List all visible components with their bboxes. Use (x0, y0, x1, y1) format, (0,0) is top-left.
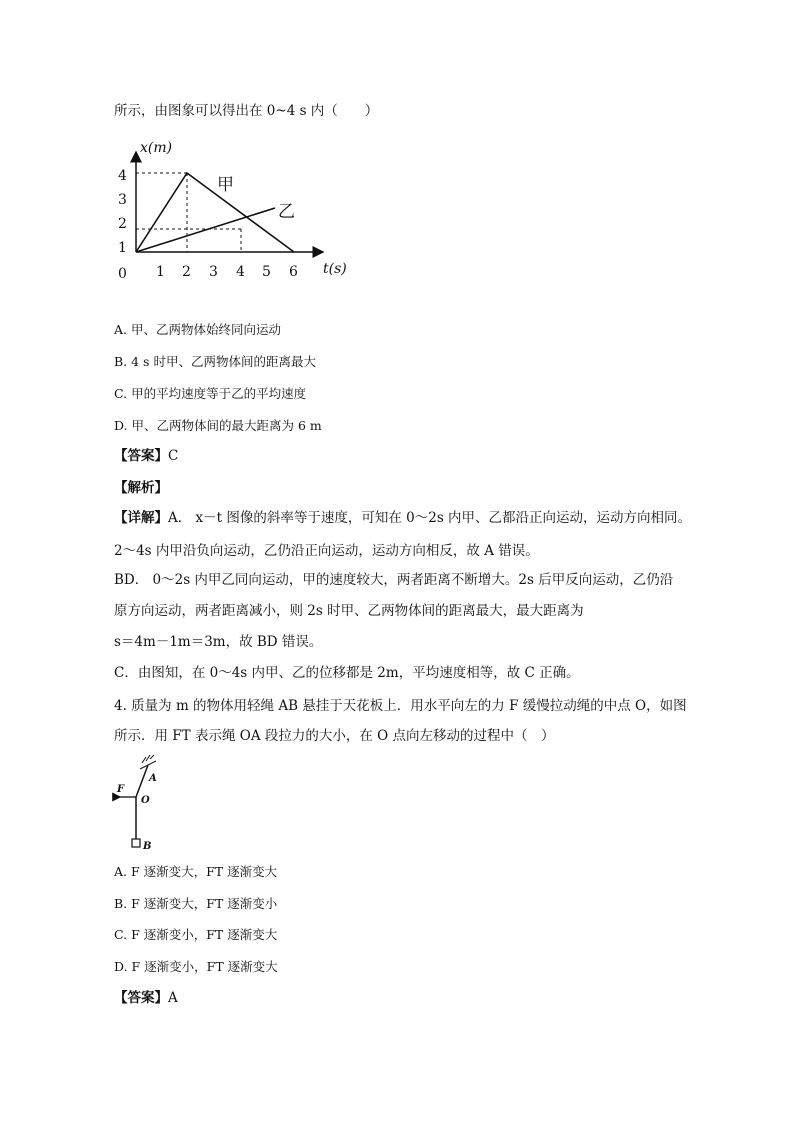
rope-oa (136, 765, 148, 797)
q4-option-c: C. F 逐渐变小，FT 逐渐变大 (114, 927, 278, 942)
label-jia: 甲 (217, 175, 234, 195)
rope-figure (112, 755, 172, 853)
q3-option-b: B. 4 s 时甲、乙两物体间的距离最大 (114, 354, 316, 369)
q4-option-d: D. F 逐渐变小，FT 逐渐变大 (114, 959, 278, 974)
q4-option-a: A. F 逐渐变大，FT 逐渐变大 (114, 864, 278, 879)
analysis-tag: 【解析】 (114, 480, 168, 496)
x-tick: 4 (236, 264, 245, 280)
x-ticks (156, 264, 298, 280)
y-tick: 2 (118, 216, 127, 232)
origin-label: 0 (118, 266, 127, 282)
x-axis-label: t(s) (323, 261, 347, 277)
answer-value: A (168, 990, 178, 1006)
line-jia (136, 173, 294, 252)
q4-answer (114, 988, 178, 1008)
answer-tag: 【答案】 (114, 990, 168, 1006)
q3-answer (114, 446, 178, 466)
y-ticks (118, 168, 127, 256)
label-a: A (149, 773, 157, 784)
q3-option-a: A. 甲、乙两物体始终同向运动 (114, 322, 281, 337)
detail-tag: 【详解】 (114, 510, 168, 526)
x-tick: 2 (182, 264, 191, 280)
label-b: B (143, 841, 152, 852)
x-t-graph (110, 130, 360, 282)
detail-line-6: C．由图知，在 0～4s 内甲、乙的位移都是 2m，平均速度相等，故 C 正确。 (114, 665, 580, 681)
q4-option-b: B. F 逐渐变大，FT 逐渐变小 (114, 896, 278, 911)
q3-stem-tail: 所示，由图象可以得出在 0~4 s 内（ ） (114, 103, 379, 119)
detail-line-5: s＝4m－1m＝3m，故 BD 错误。 (114, 634, 323, 650)
weight-block (132, 839, 140, 847)
detail-text-1: A． x－t 图像的斜率等于速度，可知在 0～2s 内甲、乙都沿正向运动，运动方向相同。 (168, 510, 692, 526)
x-tick: 6 (289, 264, 298, 280)
answer-tag: 【答案】 (114, 448, 168, 464)
detail-line-1 (114, 508, 691, 528)
label-o: O (141, 795, 150, 806)
q4-stem-2: 所示．用 FT 表示绳 OA 段拉力的大小，在 O 点向左移动的过程中（ ） (114, 728, 555, 744)
detail-line-2: 2～4s 内甲沿负向运动，乙仍沿正向运动，运动方向相反，故 A 错误。 (114, 543, 539, 559)
x-tick: 3 (209, 264, 218, 280)
x-tick: 1 (156, 264, 165, 280)
q4-stem-1: 4. 质量为 m 的物体用轻绳 AB 悬挂于天花板上．用水平向左的力 F 缓慢拉动绳的中点 O，如图 (114, 698, 687, 714)
y-tick: 4 (118, 168, 127, 184)
detail-line-3: BD． 0～2s 内甲乙同向运动，甲的速度较大，两者距离不断增大。2s 后甲反向运动，乙仍沿 (114, 572, 674, 588)
y-tick: 1 (118, 240, 127, 256)
label-yi: 乙 (278, 202, 295, 222)
y-tick: 3 (118, 192, 127, 208)
answer-value: C (168, 448, 179, 464)
y-axis-label: x(m) (140, 140, 173, 156)
q3-option-d: D. 甲、乙两物体间的最大距离为 6 m (114, 418, 322, 433)
x-tick: 5 (262, 264, 271, 280)
line-yi (136, 208, 275, 252)
detail-line-4: 原方向运动，两者距离减小，则 2s 时甲、乙两物体间的距离最大，最大距离为 (114, 603, 584, 619)
q3-option-c: C. 甲的平均速度等于乙的平均速度 (114, 386, 307, 401)
label-f: F (117, 784, 125, 795)
